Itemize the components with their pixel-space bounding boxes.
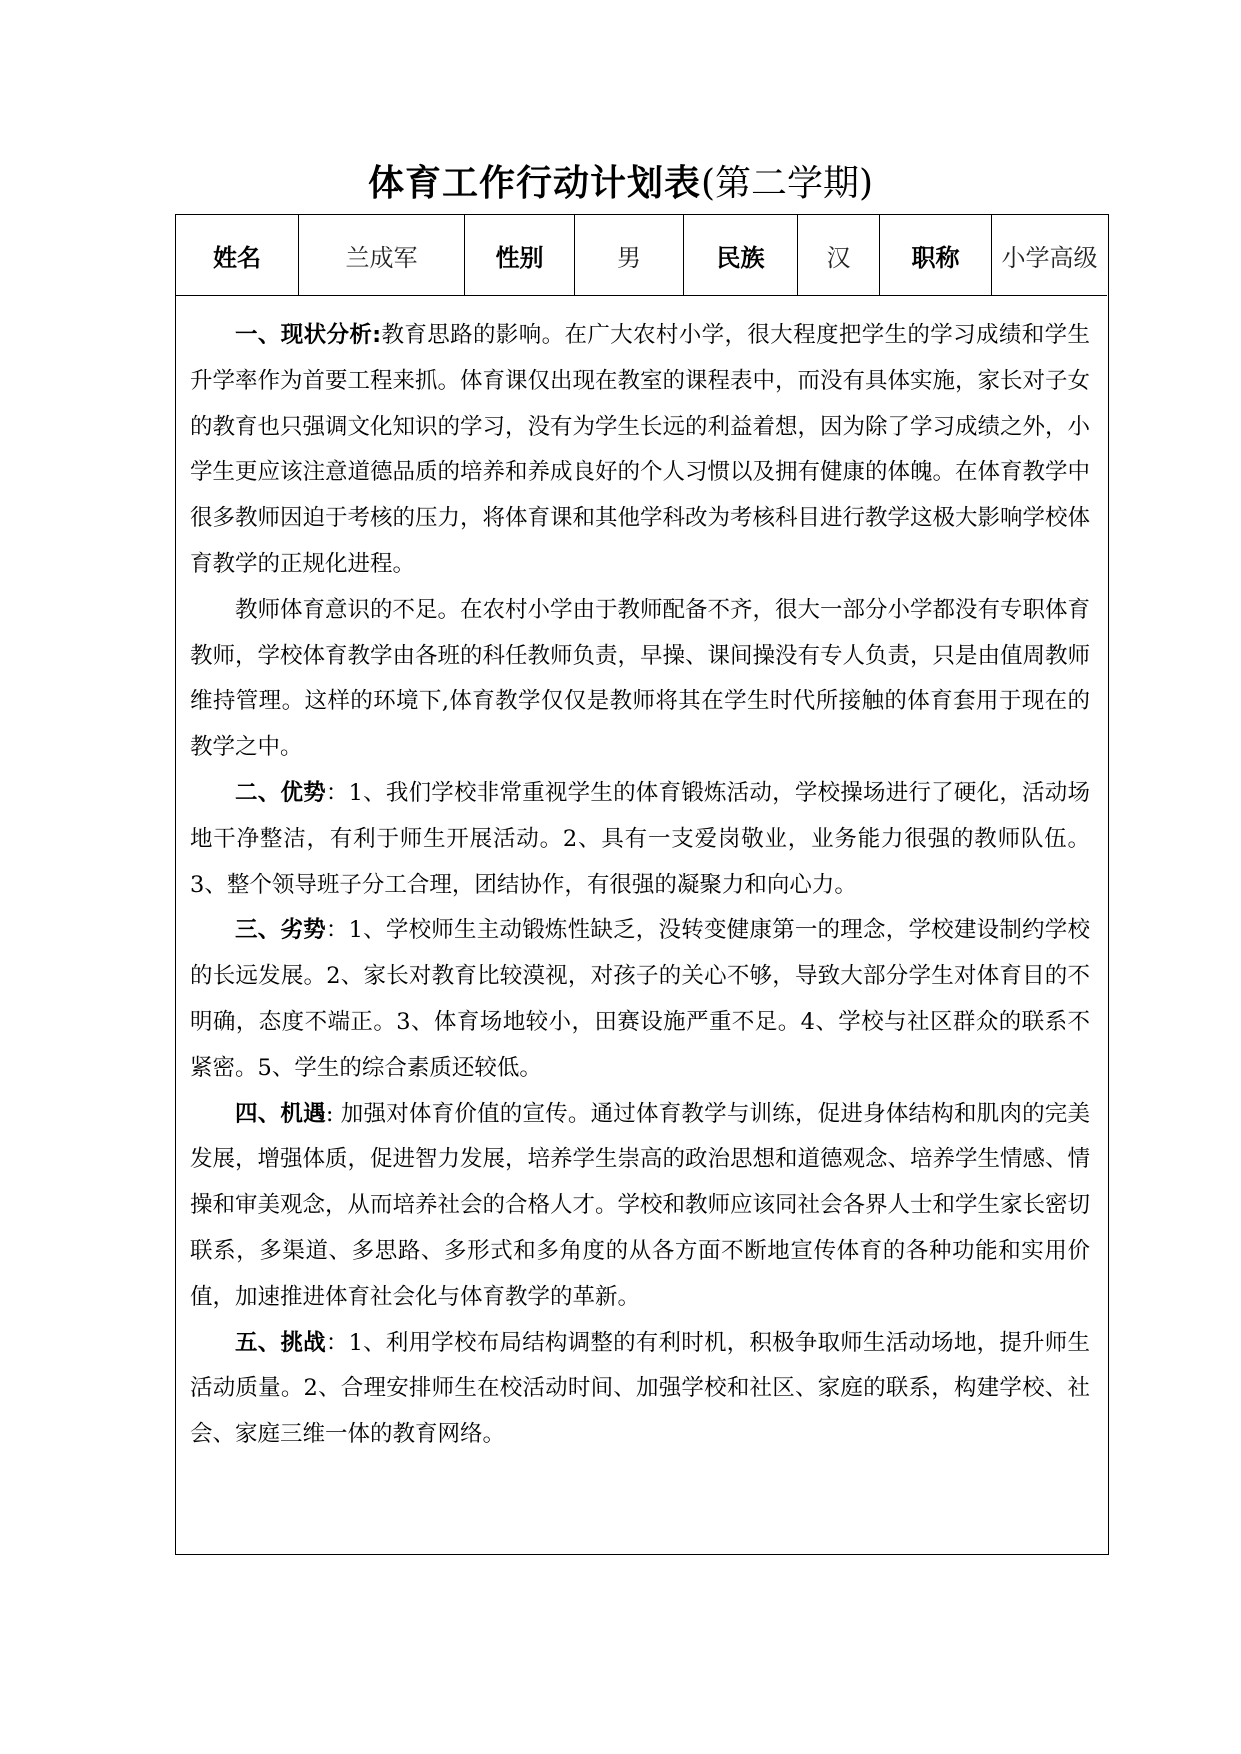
section-challenges [190, 1321, 1090, 1458]
section-text: ：1、我们学校非常重视学生的体育锻炼活动，学校操场进行了硬化，活动场地干净整洁，有利于师生开展活动。2、具有一支爱岗敬业，业务能力很强的教师队伍。3、整个领导班子分工合理，团结协作，有很强的凝聚力和向心力。 [190, 779, 1090, 898]
section-weaknesses [190, 908, 1090, 1091]
ethnicity-value: 汉 [798, 215, 880, 295]
section-heading: 四、机遇 [235, 1100, 326, 1127]
section-teacher-awareness [190, 588, 1090, 771]
info-row [176, 215, 1107, 296]
name-value: 兰成军 [299, 215, 465, 295]
section-heading: 二、优势 [235, 779, 326, 806]
title-label: 职称 [880, 215, 992, 295]
section-status-analysis [190, 313, 1090, 588]
plan-table [175, 214, 1109, 1555]
plan-content [190, 313, 1090, 1458]
page-title-term: (第二学期) [700, 163, 874, 204]
section-text: : 加强对体育价值的宣传。通过体育教学与训练，促进身体结构和肌肉的完美发展，增强体质，促进智力发展，培养学生崇高的政治思想和道德观念、培养学生情感、情操和审美观念，从而培养社会的合格人才。学校和教师应该同社会各界人士和学生家长密切联系，多渠道、多思路、多形式和多角度的从各方面不断地宣传体育的各种功能和实用价值，加速推进体育社会化与体育教学的革新。 [190, 1100, 1091, 1310]
section-heading: 三、劣势 [235, 917, 326, 944]
section-text: 教育思路的影响。在广大农村小学，很大程度把学生的学习成绩和学生升学率作为首要工程来抓。体育课仅出现在教室的课程表中，而没有具体实施，家长对子女的教育也只强调文化知识的学习，没有为学生长远的利益着想，因为除了学习成绩之外，小学生更应该注意道德品质的培养和养成良好的个人习惯以及拥有健康的体魄。在体育教学中很多教师因迫于考核的压力，将体育课和其他学科改为考核科目进行教学这极大影响学校体育教学的正规化进程。 [190, 322, 1091, 577]
section-heading: 一、现状分析: [235, 322, 382, 348]
section-text: ：1、利用学校布局结构调整的有利时机，积极争取师生活动场地，提升师生活动质量。2、合理安排师生在校活动时间、加强学校和社区、家庭的联系，构建学校、社会、家庭三维一体的教育网络。 [190, 1329, 1090, 1448]
section-opportunities [190, 1092, 1090, 1321]
page-title-main: 体育工作行动计划表 [367, 163, 701, 204]
ethnicity-label: 民族 [684, 215, 798, 295]
section-text: ：1、学校师生主动锻炼性缺乏，没转变健康第一的理念，学校建设制约学校的长远发展。2、家长对教育比较漠视，对孩子的关心不够，导致大部分学生对体育目的不明确，态度不端正。3、体育场地较小，田赛设施严重不足。4、学校与社区群众的联系不紧密。5、学生的综合素质还较低。 [190, 917, 1090, 1081]
gender-label: 性别 [465, 215, 575, 295]
section-strengths [190, 771, 1090, 908]
page-title [0, 160, 1241, 208]
section-text: 教师体育意识的不足。在农村小学由于教师配备不齐，很大一部分小学都没有专职体育教师，学校体育教学由各班的科任教师负责，早操、课间操没有专人负责，只是由值周教师维持管理。这样的环境下,体育教学仅仅是教师将其在学生时代所接触的体育套用于现在的教学之中。 [190, 596, 1091, 761]
name-label: 姓名 [176, 215, 299, 295]
gender-value: 男 [575, 215, 684, 295]
title-value: 小学高级 [1001, 243, 1098, 272]
section-heading: 五、挑战 [235, 1329, 326, 1356]
